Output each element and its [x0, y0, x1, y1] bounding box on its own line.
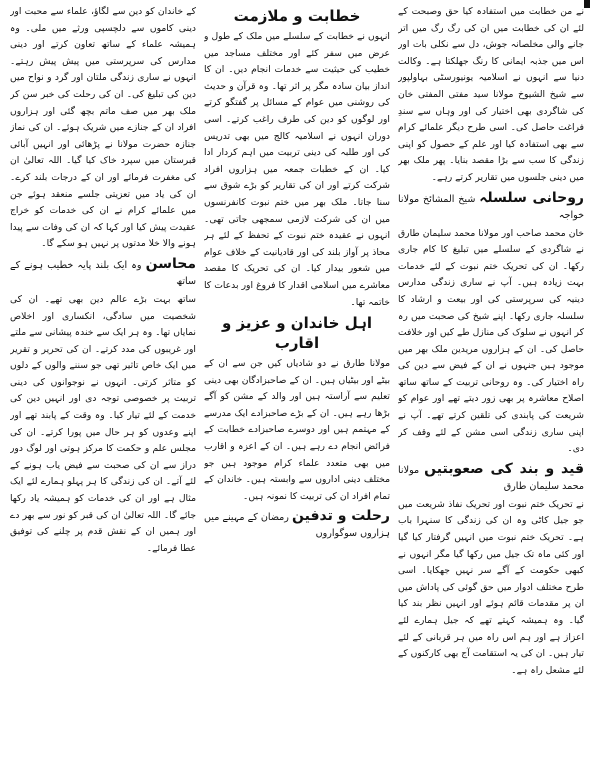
paragraph: ساتھ بہت بڑے عالم دین بھی تھے۔ ان کی شخصیت میں سادگی، انکساری اور اخلاص نمایاں تھا۔ وہ ہر ایک سے خندہ پیشانی سے ملتے اور غریبوں کی مدد کرتے۔ ان کی تحریر و تقریر میں ایک خاص تاثیر تھی جو سننے والوں کے دلوں کو متاثر کرتی۔ انہوں نے نوجوانوں کی دینی تربیت پر خصوصی توجہ دی اور انہیں دین کی خدمت کے لئے تیار کیا۔ وہ وقت کے پابند تھے اور اپنے وعدوں کو ہر حال میں پورا کرتے۔ ان کی مجلس علم و حکمت کا مرکز ہوتی اور لوگ دور دراز سے ان کی صحبت سے فیض یاب ہونے کے لئے آتے۔ ان کی زندگی کا ہر پہلو ہمارے لئے ایک مثال ہے اور ان کی خدمات کو ہمیشہ یاد رکھا جائے گا۔ اللہ تعالیٰ ان کی قبر کو نور سے بھر دے اور ہمیں ان کے نقش قدم پر چلنے کی توفیق عطا فرمائے۔ [10, 293, 196, 554]
paragraph: مولانا طارق نے دو شادیاں کیں جن سے ان کے بیٹے اور بیٹیاں ہیں۔ ان کے صاحبزادگان بھی دینی تعلیم سے آراستہ ہیں اور والد کے مشن کو آگے بڑھا رہے ہیں۔ ان کے بڑے صاحبزادے ایک مدرسے کے مہتمم ہیں اور دوسرے صاحبزادے خطابت کے فرائض انجام دے رہے ہیں۔ ان کے اعزہ و اقارب میں بھی متعدد علماء کرام موجود ہیں جو مختلف دینی اداروں سے وابستہ ہیں۔ خاندان کے تمام افراد ان کی تربیت کا نمونہ ہیں۔ [204, 358, 390, 502]
heading-lead: رمضان کے مہینے میں ہزاروں سوگواروں [204, 512, 390, 540]
section-heading-rihlat [204, 508, 390, 542]
paragraph: نے من خطابت میں استفادہ کیا حق وصبحت کے لئے ان کی خطابت میں ان کی رگ رگ میں اتر جانے والی مخلصانہ جوش، دل سے نکلی بات اور اس میں جذبہ ایمانی کا رنگ جھلکتا ہے۔ وکالت دنیا سے انہوں نے اسلامیہ یونیورسٹی بہاولپور سے شیخ الشیوخ مولانا سید مفتی المفتی خان کی شاگردی بھی اختیار کی اور وہاں سے سندِ فراغت حاصل کی۔ اسی طرح دیگر علمائے کرام سے بھی استفادہ کیا اور علم کے حصول کو اپنی زندگی کا سب سے بڑا مقصد بنایا۔ پھر ملک بھر میں دینی جلسوں میں تقاریر کرتے رہے۔ [398, 6, 584, 183]
heading-text: رحلت و تدفین [292, 508, 390, 525]
column-middle [204, 4, 390, 780]
paragraph: خان محمد صاحب اور مولانا محمد سلیمان طارق نے شاگردی کے سلسلے میں تبلیغ کا کام جاری رکھا۔ ان کی تحریک ختم نبوت کے لئے خدمات بہت زیادہ ہیں۔ آپ نے ساری زندگی مدارس دینیہ کی سرپرستی کی اور بیعت و ارشاد کا سلسلہ جاری رکھا۔ اپنے شیخ کی صحبت میں رہ کر انہوں نے سلوک کی منازل طے کیں اور خلافت حاصل کی۔ ان کے ہزاروں مریدین ملک بھر میں موجود ہیں جنہوں نے ان کے فیض سے دین کی راہ اختیار کی۔ وہ روحانی تربیت کے ساتھ ساتھ اصلاح معاشرہ پر بھی زور دیتے تھے اور عوام کو شریعت کی پابندی کی تلقین کرتے تھے۔ آپ نے اپنی ساری زندگی اسی مشن کے لئے وقف کر دی۔ [398, 227, 584, 455]
paragraph: انہوں نے خطابت کے سلسلے میں ملک کے طول و عرض میں سفر کئے اور مختلف مساجد میں خطیب کی حیثیت سے خدمات انجام دیں۔ ان کا انداز بیان سادہ مگر پر اثر تھا۔ وہ قرآن و حدیث کی روشنی میں عوام کے مسائل پر گفتگو کرتے اور لوگوں کو دین کی طرف راغب کرتے۔ اسی دوران انہوں نے اسلامیہ کالج میں بھی تدریس کی اور طلبہ کی دینی تربیت میں اہم کردار ادا کیا۔ ان کے خطبات جمعہ میں ہزاروں افراد شرکت کرتے اور ان کی تقاریر کو بڑے شوق سے سنا جاتا۔ ملک بھر میں ختم نبوت کانفرنسوں میں ان کی شرکت لازمی سمجھی جاتی تھی۔ انہوں نے عقیدہ ختم نبوت کے تحفظ کے لئے ہر محاذ پر آواز بلند کی اور قادیانیت کے خلاف عوام میں شعور بیدار کیا۔ ان کی تحریک کا مقصد معاشرے میں اسلامی اقدار کا فروغ اور بدعات کا خاتمہ تھا۔ [204, 31, 390, 308]
section-heading-qaid [398, 461, 584, 495]
paragraph: کے خاندان کو دین سے لگاؤ، علماء سے محبت اور دینی کاموں سے دلچسپی ورثے میں ملی۔ وہ ہمیشہ علماء کے ساتھ تعاون کرتے اور دینی مدارس کی سرپرستی میں پیش پیش رہتے۔ انہوں نے ساری زندگی ملتان اور گرد و نواح میں دین کی تبلیغ کی۔ ان کی رحلت کی خبر سن کر ملک بھر میں صف ماتم بچھ گئی اور ہزاروں افراد ان کے جنازے میں شریک ہوئے۔ ان کی نماز جنازہ حضرت مولانا نے پڑھائی اور انہیں آبائی قبرستان میں سپرد خاک کیا گیا۔ اللہ تعالیٰ ان کی مغفرت فرمائے اور ان کے درجات بلند کرے۔ ان کی یاد میں تعزیتی جلسے منعقد ہوئے جن میں علمائے کرام نے ان کی خدمات کو خراج عقیدت پیش کیا اور کہا کہ ان کی وفات سے پیدا ہونے والا خلا مدتوں پر نہیں ہو سکے گا۔ [10, 6, 196, 250]
text-columns [6, 4, 584, 780]
section-heading-mahasin [10, 256, 196, 290]
heading-text: قید و بند کی صعوبتیں [424, 460, 584, 477]
heading-lead: وہ ایک بلند پایہ خطیب ہونے کے ساتھ [10, 259, 196, 287]
heading-text: محاسن [145, 255, 196, 272]
heading-text: روحانی سلسلہ [479, 189, 584, 206]
page-corner-mark [584, 0, 590, 8]
heading-lead: مولانا محمد سلیمان طارق [398, 464, 584, 492]
column-left [10, 4, 196, 780]
section-heading-ruhani [398, 190, 584, 224]
column-right [398, 4, 584, 780]
section-heading-ahl-khandan: اہل خاندان و عزیز و اقارب [221, 314, 373, 353]
section-heading-khitabat: خطابت و ملازمت [233, 7, 361, 25]
paragraph: نے تحریک ختم نبوت اور تحریک نفاذ شریعت میں جو جیل کاٹی وہ ان کی زندگی کا سنہرا باب ہے۔ تحریک ختم نبوت میں انہیں گرفتار کیا گیا اور کئی ماہ تک جیل میں رکھا گیا مگر انہوں نے کبھی حکومت کے آگے سر نہیں جھکایا۔ اسی طرح مختلف ادوار میں حق گوئی کی پاداش میں ان پر مقدمات قائم ہوئے اور انہیں نظر بند کیا گیا۔ وہ ہمیشہ کہتے تھے کہ جیل ہمارے لئے اعزاز ہے اور ہم اس راہ میں ہر قربانی کے لئے تیار ہیں۔ ان کی یہ استقامت آج بھی کارکنوں کے لئے مشعل راہ ہے۔ [398, 498, 584, 676]
heading-lead: شیخ المشائخ مولانا خواجہ [398, 193, 584, 221]
